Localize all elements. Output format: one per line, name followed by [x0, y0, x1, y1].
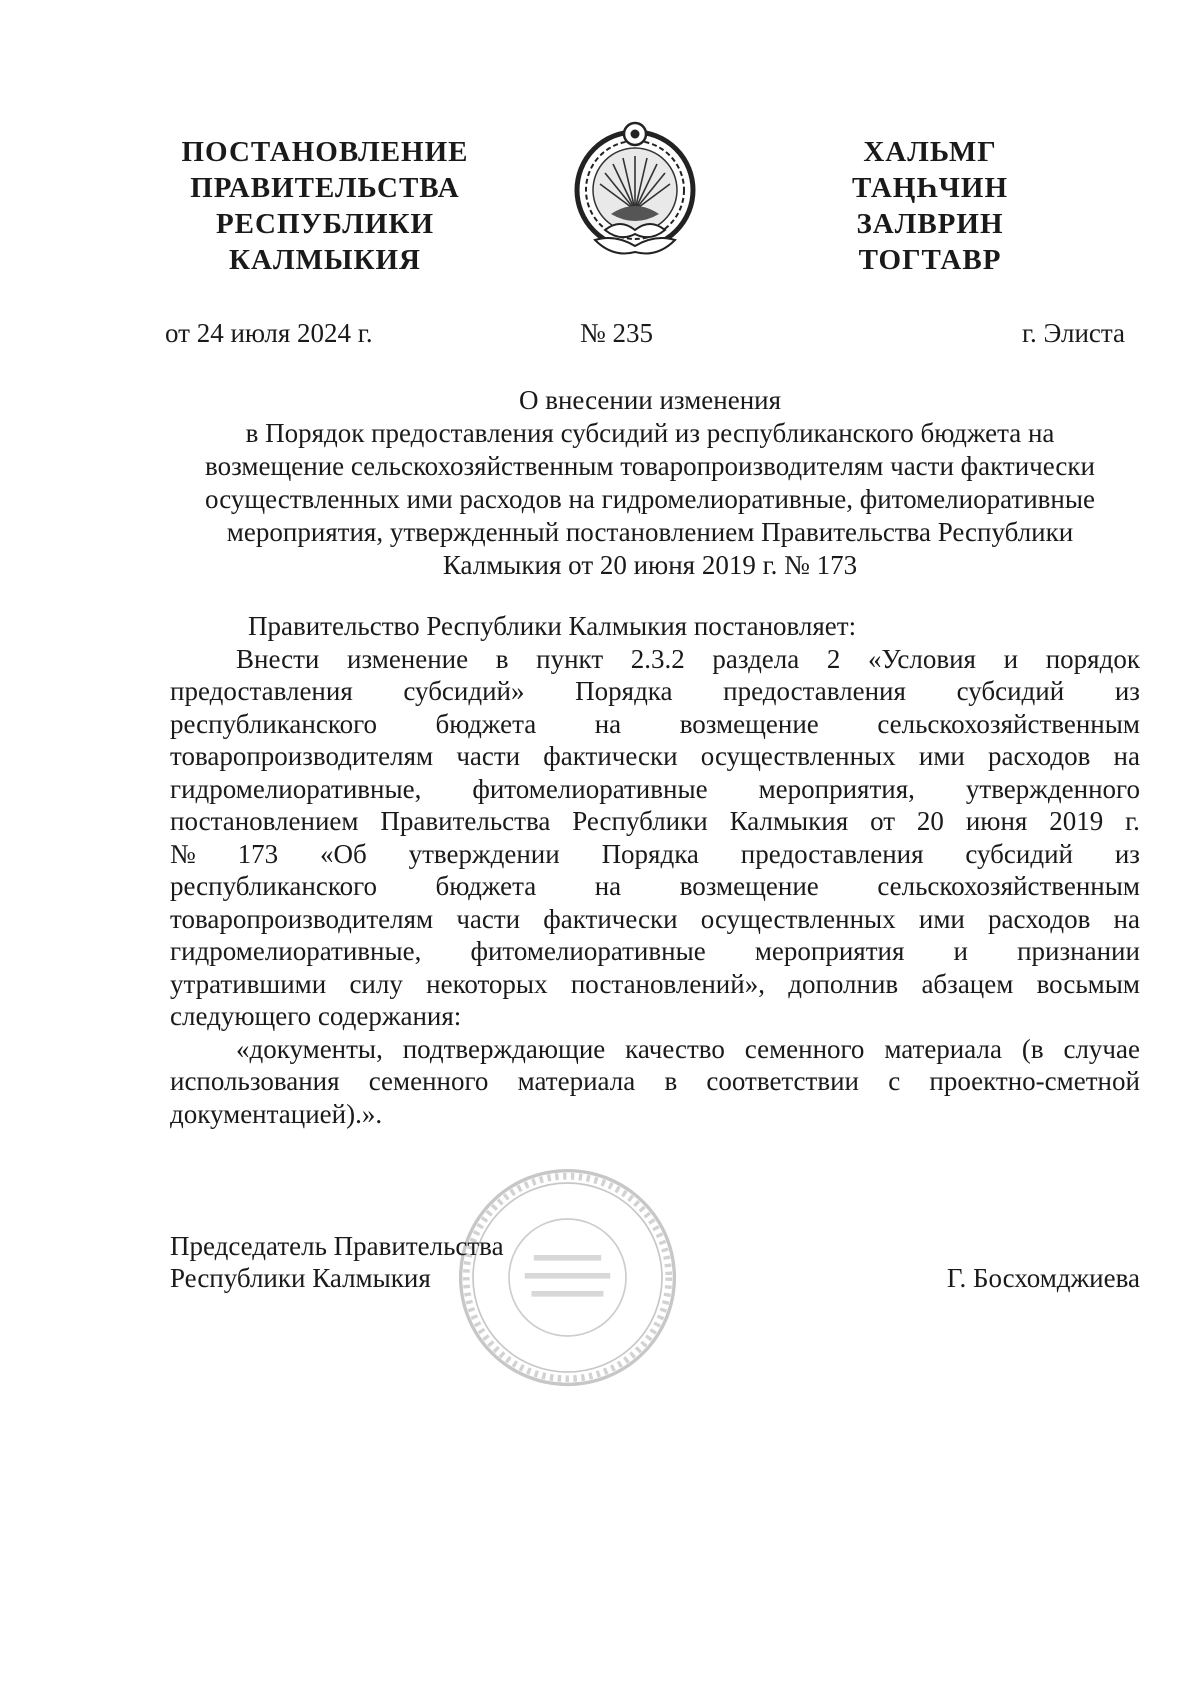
- word: (в: [1021, 1033, 1044, 1064]
- header-left-line: ПОСТАНОВЛЕНИЕ: [181, 136, 469, 168]
- word: восьмым: [1036, 968, 1140, 999]
- word: подтверждающие: [402, 1033, 606, 1064]
- word: утверждении: [408, 838, 560, 869]
- paragraph-line: [170, 643, 1140, 676]
- coat-of-arms-emblem-icon: [565, 118, 705, 268]
- quote-line: [170, 1033, 1140, 1066]
- word: республиканского: [170, 708, 377, 739]
- word: использования: [170, 1066, 340, 1096]
- word: ими: [918, 741, 965, 771]
- word: на: [1113, 903, 1140, 934]
- word: 2.3.2: [630, 643, 685, 674]
- word: субсидий: [965, 838, 1073, 869]
- word: товаропроизводителям: [170, 741, 434, 771]
- word: раздела: [712, 643, 800, 674]
- word: абзацем: [921, 968, 1014, 999]
- word: бюджета: [435, 871, 537, 901]
- word: товаропроизводителям: [170, 903, 434, 934]
- word: Правительства: [380, 806, 551, 836]
- paragraph-line: [170, 675, 1140, 708]
- header-right-line: ТОГТАВР: [858, 244, 1002, 276]
- word: июня: [965, 806, 1028, 836]
- paragraph-line: [170, 838, 1140, 871]
- word: возмещение: [679, 871, 819, 901]
- paragraph-line: [170, 805, 1140, 838]
- quote-line: документацией).».: [170, 1098, 383, 1129]
- word: проектно-сметной: [929, 1066, 1140, 1096]
- word: фитомелиоративные: [470, 936, 706, 966]
- signatory-name: Г. Босхомджиева: [946, 1263, 1140, 1293]
- word: на: [594, 871, 622, 901]
- word: республиканского: [170, 871, 377, 901]
- word: 173: [237, 838, 279, 869]
- word: фитомелиоративные: [472, 773, 708, 804]
- word: субсидий»: [403, 676, 525, 706]
- header-right-line: ЗАЛВРИН: [856, 208, 1004, 240]
- word: на: [594, 708, 622, 739]
- header-left-line: КАЛМЫКИЯ: [229, 244, 421, 276]
- quote-line: [170, 1065, 1140, 1098]
- document-city: г. Элиста: [1021, 318, 1125, 348]
- word: №: [170, 838, 196, 869]
- word: бюджета: [435, 708, 537, 739]
- word: 2: [826, 643, 841, 674]
- word: и: [1003, 643, 1019, 674]
- word: от: [870, 806, 896, 836]
- word: осуществленных: [700, 741, 896, 771]
- word: фактически: [543, 903, 678, 934]
- word: семенного: [744, 1033, 865, 1064]
- document-date: от 24 июля 2024 г.: [165, 318, 373, 348]
- word: постановлений»,: [570, 968, 765, 999]
- word: «Об: [319, 838, 367, 869]
- word: ими: [918, 903, 965, 934]
- paragraph-line: следующего содержания:: [170, 1001, 462, 1031]
- paragraph-line: [170, 870, 1140, 903]
- title-line: осуществленных ими расходов на гидромелиоративные, фитомелиоративные: [205, 484, 1095, 514]
- paragraph-line: [170, 773, 1140, 806]
- word: субсидий: [956, 676, 1065, 706]
- header-right-line: ТАҢҺЧИН: [851, 172, 1009, 204]
- paragraph-line: [170, 935, 1140, 968]
- word: 20: [916, 806, 944, 836]
- signatory-position-line: Республики Калмыкия: [170, 1263, 431, 1293]
- word: материала: [884, 1033, 1002, 1064]
- title-line: Калмыкия от 20 июня 2019 г. № 173: [442, 550, 858, 580]
- title-line: мероприятия, утвержденный постановлением Правительства Республики: [226, 517, 1074, 547]
- word: изменение: [347, 643, 469, 674]
- word: признании: [1017, 936, 1140, 966]
- word: фактически: [543, 741, 678, 771]
- word: утвержденного: [965, 773, 1140, 804]
- word: части: [456, 903, 521, 934]
- word: расходов: [988, 903, 1091, 934]
- word: части: [456, 741, 521, 771]
- word: возмещение: [679, 708, 819, 739]
- signature-block: [170, 1230, 1140, 1294]
- word: соответствии: [706, 1066, 859, 1096]
- header-right-line: ХАЛЬМГ: [863, 136, 997, 168]
- word: г.: [1125, 806, 1140, 836]
- word: утратившими: [170, 968, 327, 999]
- header-left-line: ПРАВИТЕЛЬСТВА: [190, 172, 460, 204]
- word: гидромелиоративные,: [170, 936, 422, 966]
- document-number: № 235: [580, 318, 654, 348]
- word: осуществленных: [700, 903, 896, 934]
- paragraph-line: [170, 740, 1140, 773]
- signatory-position-line: Председатель Правительства: [170, 1231, 504, 1261]
- word: Внести: [236, 643, 320, 674]
- document-title: [170, 384, 1130, 582]
- word: силу: [349, 968, 403, 999]
- word: некоторых: [426, 968, 548, 999]
- paragraph-line: [170, 708, 1140, 741]
- word: расходов: [988, 741, 1091, 771]
- word: с: [888, 1066, 901, 1096]
- word: сельскохозяйственным: [877, 871, 1140, 901]
- word: предоставления: [740, 838, 924, 869]
- word: случае: [1063, 1033, 1140, 1064]
- document-body: [170, 610, 1140, 1130]
- header-title-russian: [180, 134, 470, 278]
- word: предоставления: [170, 676, 353, 706]
- word: дополнив: [788, 968, 899, 999]
- word: и: [953, 936, 968, 966]
- word: предоставления: [723, 676, 906, 706]
- word: гидромелиоративные,: [170, 773, 422, 804]
- word: «документы,: [236, 1033, 383, 1064]
- word: постановлением: [170, 806, 359, 836]
- header-left-line: РЕСПУБЛИКИ: [215, 208, 435, 240]
- word: из: [1114, 676, 1140, 706]
- word: качество: [625, 1033, 725, 1064]
- word: мероприятия: [754, 936, 905, 966]
- word: Порядка: [601, 838, 699, 869]
- word: семенного: [368, 1066, 489, 1096]
- header-title-kalmyk: [840, 134, 1020, 278]
- word: сельскохозяйственным: [877, 708, 1140, 739]
- word: Республики: [572, 806, 708, 836]
- resolution-intro: Правительство Республики Калмыкия постановляет:: [248, 611, 857, 641]
- word: 2019: [1049, 806, 1104, 836]
- paragraph-line: [170, 968, 1140, 1001]
- word: пункт: [536, 643, 604, 674]
- word: «Условия: [868, 643, 976, 674]
- title-line: возмещение сельскохозяйственным товаропроизводителям части фактически: [205, 451, 1095, 481]
- word: Порядка: [575, 676, 673, 706]
- title-line: О внесении изменения: [518, 385, 782, 415]
- word: порядок: [1045, 643, 1140, 674]
- word: материала: [517, 1066, 636, 1096]
- word: на: [1113, 741, 1140, 771]
- word: Калмыкия: [729, 806, 849, 836]
- paragraph-line: [170, 903, 1140, 936]
- word: в: [664, 1066, 678, 1096]
- word: мероприятия,: [758, 773, 915, 804]
- word: в: [495, 643, 509, 674]
- word: из: [1114, 838, 1140, 869]
- title-line: в Порядок предоставления субсидий из республиканского бюджета на: [245, 418, 1055, 448]
